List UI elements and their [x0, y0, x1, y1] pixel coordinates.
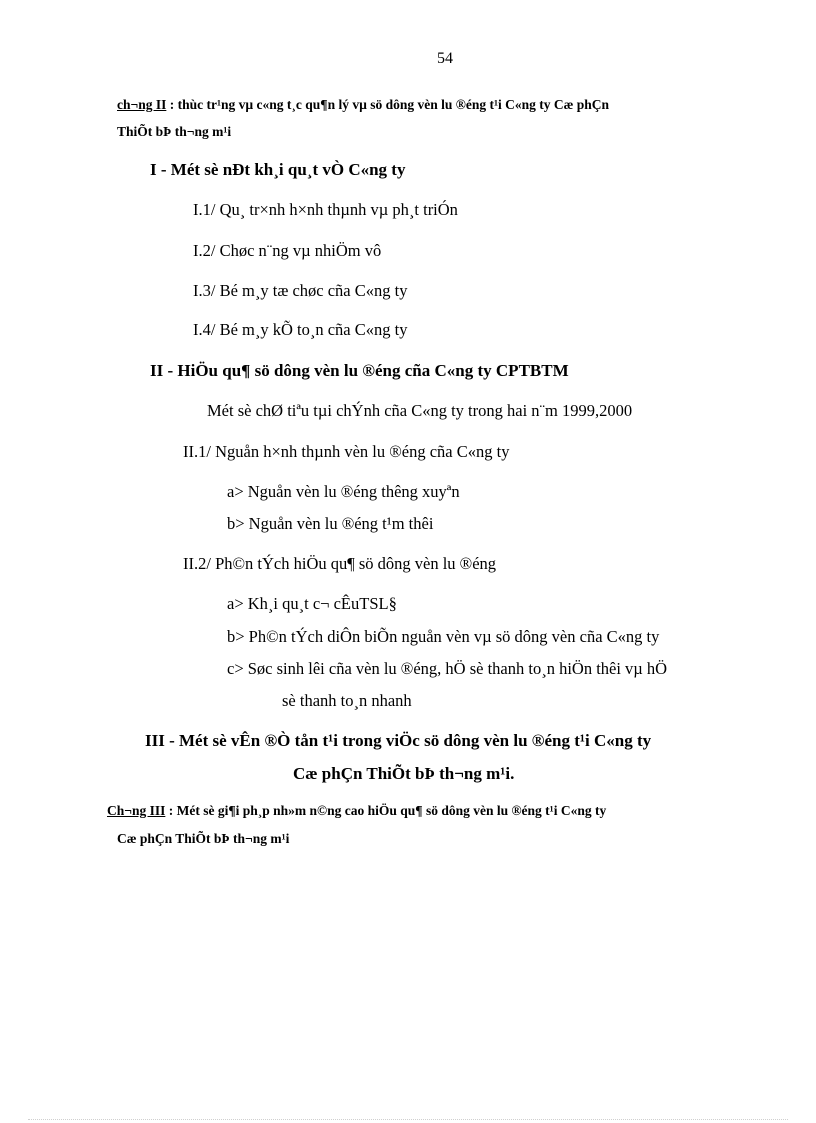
chapter-3-title-line2: Cæ phÇn ThiÕt bÞ th¬ng m¹i	[117, 831, 290, 846]
chapter-3-title-line1: : Mét sè gi¶i ph¸p nh»m n©ng cao hiÖu qu¶ sö dông vèn lu ®éng t¹i C«ng ty	[168, 803, 607, 818]
subsection-2-2-item: b> Ph©n tÝch diÔn biÕn nguån vèn vµ sö dông vèn cña C«ng ty	[227, 627, 660, 646]
chapter-2-heading	[117, 97, 609, 113]
section-1-title: I - Mét sè nÐt kh¸i qu¸t vÒ C«ng ty	[150, 160, 406, 179]
chapter-2-title-line2: ThiÕt bÞ th¬ng m¹i	[117, 124, 232, 139]
subsection-2-2-item: a> Kh¸i qu¸t c¬ cÊuTSL§	[227, 594, 397, 613]
section-2-intro: Mét sè chØ tiªu tµi chÝnh cña C«ng ty trong hai n¨m 1999,2000	[207, 401, 633, 420]
chapter-2-title-line1: : thùc tr¹ng vµ c«ng t¸c qu¶n lý vµ sö dông vèn lu ®éng t¹i C«ng ty Cæ phÇn	[169, 97, 610, 112]
section-1-item: I.1/ Qu¸ tr×nh h×nh thµnh vµ ph¸t triÓn	[193, 200, 458, 219]
section-2-title: II - HiÖu qu¶ sö dông vèn lu ®éng cña C«ng ty CPTBTM	[150, 361, 569, 380]
subsection-2-1-title: II.1/ Nguån h×nh thµnh vèn lu ®éng cña C«ng ty	[183, 442, 510, 461]
section-1-item: I.4/ Bé m¸y kÕ to¸n cña C«ng ty	[193, 320, 408, 339]
chapter-2-label: ch¬ng II	[117, 97, 167, 112]
section-1-item: I.3/ Bé m¸y tæ chøc cña C«ng ty	[193, 281, 408, 300]
section-3-title-line2: Cæ phÇn ThiÕt bÞ th¬ng m¹i.	[293, 764, 515, 783]
section-3-title-line1: III - Mét sè vÊn ®Ò tån t¹i trong viÖc sö dông vèn lu ®éng t¹i C«ng ty	[145, 731, 652, 750]
page-bottom-divider	[28, 1119, 788, 1120]
subsection-2-2-item: c> Søc sinh lêi cña vèn lu ®éng, hÖ sè thanh to¸n hiÖn thêi vµ hÖ	[227, 659, 668, 678]
chapter-3-label: Ch¬ng III	[107, 803, 166, 818]
subsection-2-1-item: a> Nguån vèn lu ®éng thêng xuyªn	[227, 482, 460, 501]
subsection-2-2-title: II.2/ Ph©n tÝch hiÖu qu¶ sö dông vèn lu ®éng	[183, 554, 497, 573]
section-1-item: I.2/ Chøc n¨ng vµ nhiÖm vô	[193, 241, 382, 260]
subsection-2-1-item: b> Nguån vèn lu ®éng t¹m thêi	[227, 514, 434, 533]
page-number: 54	[437, 50, 453, 67]
subsection-2-2-item-continuation: sè thanh to¸n nhanh	[282, 691, 412, 710]
chapter-3-heading	[107, 803, 606, 819]
